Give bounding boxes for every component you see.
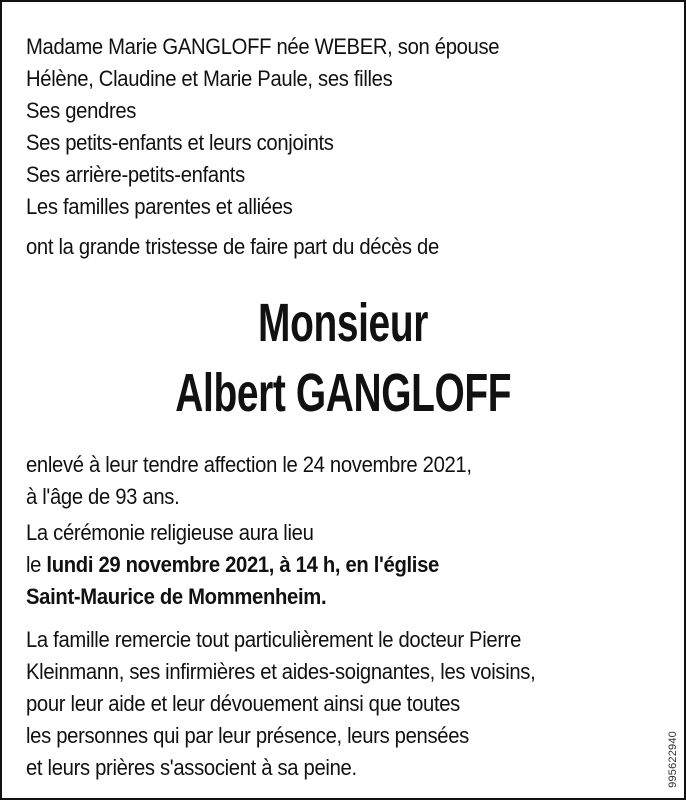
ceremony-date-line [26,549,585,581]
ceremony-date: lundi 29 novembre 2021, à 14 h, en l'église [46,552,439,577]
ceremony-prefix: le [26,552,47,577]
family-line: Les familles parentes et alliées [26,194,293,219]
announcement-line: ont la grande tristesse de faire part du décès de [26,234,439,259]
family-line: Hélène, Claudine et Marie Paule, ses filles [26,66,393,91]
announcement-text [26,231,585,263]
deceased-name [2,361,684,425]
thanks-line: pour leur aide et leur dévouement ainsi que toutes [26,691,460,716]
passing-line: à l'âge de 93 ans. [26,484,180,509]
ceremony-line: La cérémonie religieuse aura lieu [26,520,314,545]
ceremony-location: Saint-Maurice de Mommenheim. [26,584,327,609]
reference-number: 995622940 [667,731,679,788]
thanks-line: La famille remercie tout particulièrement le docteur Pierre [26,627,522,652]
family-list [26,31,585,223]
deceased-honorific [2,291,684,355]
family-line: Ses arrière-petits-enfants [26,162,245,187]
thanks-line: les personnes qui par leur présence, leurs pensées [26,723,469,748]
ceremony-details [26,517,585,613]
honorific-text: Monsieur [258,293,428,353]
passing-line: enlevé à leur tendre affection le 24 novembre 2021, [26,452,472,477]
full-name-text: Albert GANGLOFF [175,363,511,423]
thanks-line: et leurs prières s'associent à sa peine. [26,755,357,780]
passing-details [26,449,585,513]
family-line: Madame Marie GANGLOFF née WEBER, son épouse [26,34,500,59]
thanks-paragraph [26,624,585,784]
thanks-line: Kleinmann, ses infirmières et aides-soignantes, les voisins, [26,659,536,684]
family-line: Ses gendres [26,98,137,123]
family-line: Ses petits-enfants et leurs conjoints [26,130,334,155]
